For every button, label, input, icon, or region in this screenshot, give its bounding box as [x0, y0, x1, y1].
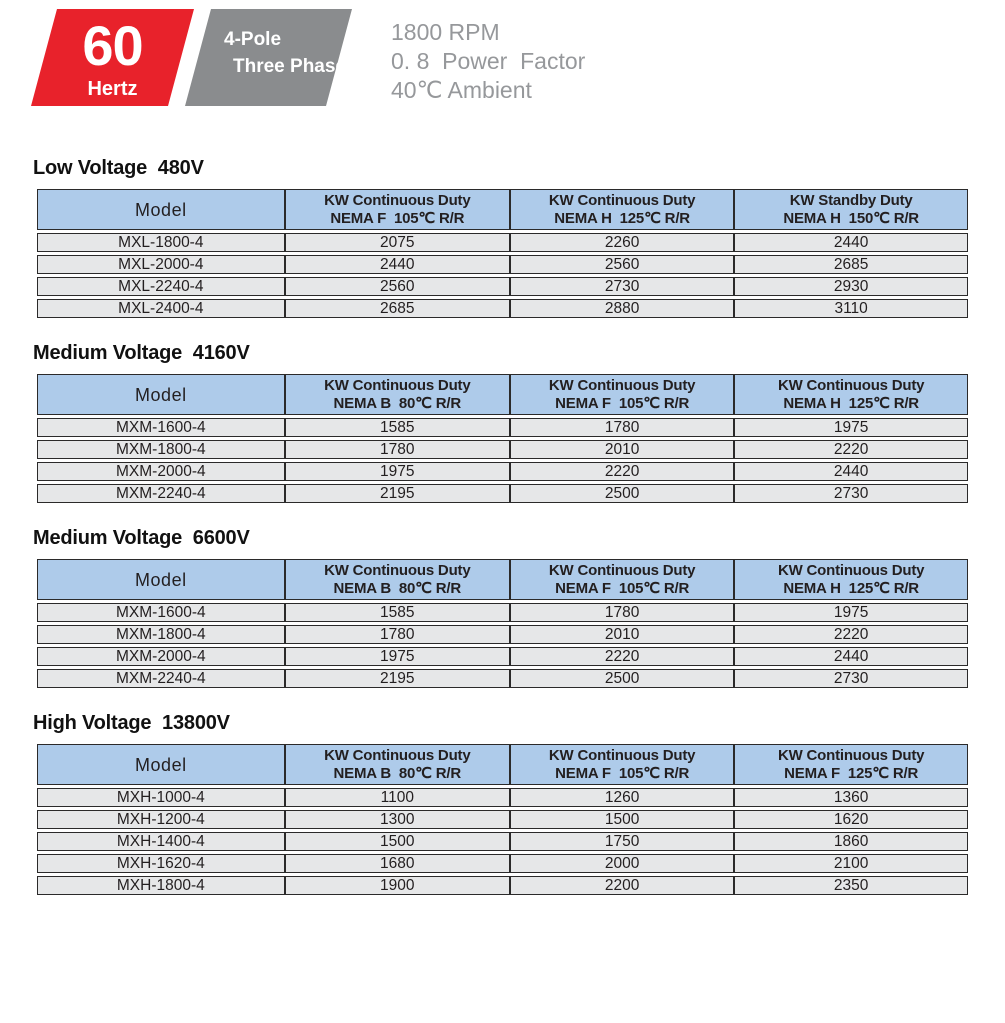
column-header-line1: Model	[135, 569, 187, 590]
kw-value-cell: 2685	[285, 299, 510, 318]
kw-value-cell: 1780	[285, 625, 510, 644]
model-column-header	[37, 374, 285, 415]
table-row	[37, 440, 968, 459]
column-header-line1: Model	[135, 384, 187, 405]
table-row	[37, 854, 968, 873]
table-row	[37, 832, 968, 851]
model-cell: MXH-1000-4	[37, 788, 285, 807]
table-row	[37, 810, 968, 829]
model-cell: MXM-1600-4	[37, 603, 285, 622]
model-cell: MXM-2240-4	[37, 669, 285, 688]
section-title-high-voltage-13800: High Voltage 13800V	[33, 712, 230, 734]
table-row	[37, 255, 968, 274]
content-area	[33, 157, 968, 898]
table-row	[37, 647, 968, 666]
model-column-header	[37, 189, 285, 230]
model-cell: MXM-1800-4	[37, 440, 285, 459]
frequency-value: 60	[82, 14, 143, 77]
kw-value-cell: 2440	[734, 233, 968, 252]
kw-value-cell: 1780	[510, 418, 734, 437]
kw-value-cell: 2440	[734, 462, 968, 481]
column-header-line2: NEMA H 125℃ R/R	[554, 209, 690, 227]
model-cell: MXH-1620-4	[37, 854, 285, 873]
column-header-line1: KW Continuous Duty	[324, 376, 471, 394]
table-row	[37, 788, 968, 807]
model-cell: MXM-1800-4	[37, 625, 285, 644]
model-cell: MXL-2240-4	[37, 277, 285, 296]
page-header	[44, 9, 1005, 106]
table-row	[37, 876, 968, 895]
column-header	[734, 744, 968, 785]
column-header-line1: KW Continuous Duty	[548, 376, 696, 394]
section-title-medium-voltage-6600: Medium Voltage 6600V	[33, 527, 250, 549]
table-header-row	[37, 189, 968, 230]
column-header	[510, 744, 734, 785]
kw-value-cell: 2220	[510, 462, 734, 481]
kw-value-cell: 1680	[285, 854, 510, 873]
table-row	[37, 418, 968, 437]
kw-value-cell: 1100	[285, 788, 510, 807]
column-header-line1: KW Continuous Duty	[548, 746, 696, 764]
table-row	[37, 299, 968, 318]
table-row	[37, 603, 968, 622]
column-header-line2: NEMA F 105℃ R/R	[555, 579, 690, 597]
model-cell: MXL-1800-4	[37, 233, 285, 252]
column-header-line1: KW Continuous Duty	[777, 376, 925, 394]
column-header-line2: NEMA H 125℃ R/R	[783, 394, 919, 412]
model-cell: MXM-2240-4	[37, 484, 285, 503]
table-row	[37, 233, 968, 252]
model-cell: MXH-1400-4	[37, 832, 285, 851]
kw-value-cell: 1500	[285, 832, 510, 851]
frequency-unit: Hertz	[87, 78, 138, 100]
model-column-header	[37, 744, 285, 785]
column-header-line1: KW Continuous Duty	[548, 561, 696, 579]
kw-value-cell: 1900	[285, 876, 510, 895]
spec-table-medium-voltage-4160v	[37, 371, 968, 506]
kw-value-cell: 2220	[734, 440, 968, 459]
kw-value-cell: 2260	[510, 233, 734, 252]
column-header	[734, 374, 968, 415]
kw-value-cell: 2440	[285, 255, 510, 274]
column-header-line1: KW Continuous Duty	[548, 191, 696, 209]
table-header-row	[37, 559, 968, 600]
kw-value-cell: 2440	[734, 647, 968, 666]
column-header-line2: NEMA B 80℃ R/R	[333, 764, 462, 782]
kw-value-cell: 2220	[510, 647, 734, 666]
kw-value-cell: 2220	[734, 625, 968, 644]
column-header-line1: KW Continuous Duty	[324, 191, 471, 209]
kw-value-cell: 1975	[734, 603, 968, 622]
kw-value-cell: 1620	[734, 810, 968, 829]
spec-summary	[391, 18, 585, 105]
column-header-line1: Model	[135, 199, 187, 220]
model-cell: MXM-2000-4	[37, 462, 285, 481]
table-row	[37, 484, 968, 503]
model-cell: MXM-1600-4	[37, 418, 285, 437]
kw-value-cell: 2075	[285, 233, 510, 252]
column-header	[734, 189, 968, 230]
kw-value-cell: 2730	[510, 277, 734, 296]
kw-value-cell: 3110	[734, 299, 968, 318]
column-header-line2: NEMA F 125℃ R/R	[784, 764, 919, 782]
kw-value-cell: 2000	[510, 854, 734, 873]
kw-value-cell: 2685	[734, 255, 968, 274]
kw-value-cell: 1860	[734, 832, 968, 851]
kw-value-cell: 1360	[734, 788, 968, 807]
column-header	[285, 374, 510, 415]
spec-power-factor: 0. 8 Power Factor	[391, 48, 586, 74]
column-header-line1: Model	[135, 754, 187, 775]
kw-value-cell: 2730	[734, 669, 968, 688]
column-header	[285, 559, 510, 600]
kw-value-cell: 2880	[510, 299, 734, 318]
kw-value-cell: 1750	[510, 832, 734, 851]
spec-table-low-voltage-480v	[37, 186, 968, 321]
kw-value-cell: 2560	[285, 277, 510, 296]
kw-value-cell: 2350	[734, 876, 968, 895]
spec-rpm: 1800 RPM	[391, 19, 500, 45]
column-header-line2: NEMA F 105℃ R/R	[555, 394, 690, 412]
table-row	[37, 462, 968, 481]
kw-value-cell: 1300	[285, 810, 510, 829]
kw-value-cell: 2195	[285, 669, 510, 688]
table-header-row	[37, 374, 968, 415]
column-header-line2: NEMA B 80℃ R/R	[333, 394, 462, 412]
column-header-line1: KW Continuous Duty	[777, 746, 925, 764]
column-header	[510, 189, 734, 230]
column-header-line1: KW Standby Duty	[789, 191, 913, 209]
table-header-row	[37, 744, 968, 785]
table-row	[37, 277, 968, 296]
kw-value-cell: 2010	[510, 625, 734, 644]
column-header-line1: KW Continuous Duty	[324, 746, 471, 764]
model-cell: MXM-2000-4	[37, 647, 285, 666]
kw-value-cell: 1975	[285, 647, 510, 666]
table-row	[37, 625, 968, 644]
kw-value-cell: 1780	[285, 440, 510, 459]
kw-value-cell: 2930	[734, 277, 968, 296]
column-header	[510, 374, 734, 415]
kw-value-cell: 1500	[510, 810, 734, 829]
column-header-line2: NEMA B 80℃ R/R	[333, 579, 462, 597]
column-header	[510, 559, 734, 600]
model-cell: MXL-2400-4	[37, 299, 285, 318]
column-header	[285, 744, 510, 785]
model-column-header	[37, 559, 285, 600]
kw-value-cell: 1975	[734, 418, 968, 437]
column-header	[734, 559, 968, 600]
kw-value-cell: 2195	[285, 484, 510, 503]
kw-value-cell: 1260	[510, 788, 734, 807]
spec-table-medium-voltage-6600v	[37, 556, 968, 691]
model-cell: MXL-2000-4	[37, 255, 285, 274]
column-header-line2: NEMA H 125℃ R/R	[783, 579, 919, 597]
kw-value-cell: 2100	[734, 854, 968, 873]
column-header-line2: NEMA H 150℃ R/R	[783, 209, 919, 227]
kw-value-cell: 2200	[510, 876, 734, 895]
model-cell: MXH-1200-4	[37, 810, 285, 829]
pole-phase-badge	[185, 9, 352, 106]
kw-value-cell: 1780	[510, 603, 734, 622]
pole-label: 4-Pole	[224, 29, 282, 50]
section-title-medium-voltage-4160: Medium Voltage 4160V	[33, 342, 250, 364]
spec-ambient: 40℃ Ambient	[391, 77, 532, 103]
kw-value-cell: 2500	[510, 484, 734, 503]
kw-value-cell: 2500	[510, 669, 734, 688]
kw-value-cell: 1585	[285, 418, 510, 437]
model-cell: MXH-1800-4	[37, 876, 285, 895]
spec-table-high-voltage-13800v	[37, 741, 968, 898]
kw-value-cell: 2730	[734, 484, 968, 503]
column-header-line2: NEMA F 105℃ R/R	[555, 764, 690, 782]
kw-value-cell: 2010	[510, 440, 734, 459]
column-header	[285, 189, 510, 230]
table-row	[37, 669, 968, 688]
column-header-line1: KW Continuous Duty	[324, 561, 471, 579]
section-title-low-voltage: Low Voltage 480V	[33, 157, 204, 179]
kw-value-cell: 2560	[510, 255, 734, 274]
frequency-badge	[31, 9, 194, 106]
column-header-line2: NEMA F 105℃ R/R	[330, 209, 465, 227]
kw-value-cell: 1975	[285, 462, 510, 481]
column-header-line1: KW Continuous Duty	[777, 561, 925, 579]
phase-label: Three Phase	[233, 56, 346, 77]
kw-value-cell: 1585	[285, 603, 510, 622]
